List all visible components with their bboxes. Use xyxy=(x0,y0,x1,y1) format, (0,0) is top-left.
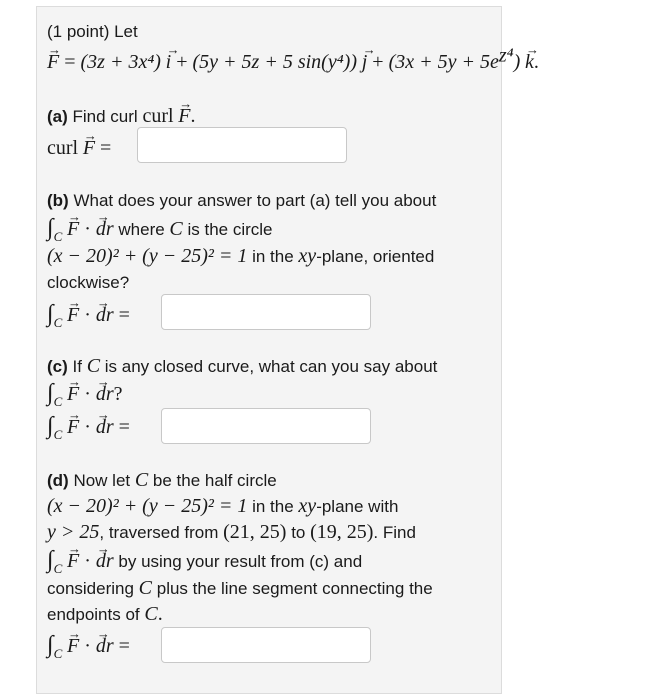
part-d-answer-label: $\int_C \to F$ · → dr = xyxy=(47,634,130,665)
part-b-answer-input[interactable] xyxy=(161,294,371,330)
part-b-prompt-line3: (x − 20)² + (y − 25)² = 1 in the xy-plane, oriented xyxy=(47,245,435,267)
part-d-prompt-line1: (d) Now let C be the half circle xyxy=(47,469,277,491)
part-c-prompt-line2: $\int_C \to F$ · → dr? xyxy=(47,382,123,413)
part-c-answer-input[interactable] xyxy=(161,408,371,444)
vector-field-definition: → F = (3z + 3x⁴) → i + (5y + 5z + 5 $\sin(y^4)) \to j + (3x + 5y + 5e^{z^4}) \to k$. xyxy=(47,51,539,74)
part-a-answer-label: curl → F = xyxy=(47,137,111,160)
part-b-prompt-line1: (b) What does your answer to part (a) tell you about xyxy=(47,191,437,210)
part-d-prompt-line6: endpoints of C. xyxy=(47,603,163,625)
points-label: (1 point) Let xyxy=(47,22,138,41)
part-a-answer-input[interactable] xyxy=(137,127,347,163)
part-d-prompt-line3: y > 25, traversed from (21, 25) to (19, 25). Find xyxy=(47,521,416,543)
part-b-prompt-line2: $\int_C \to F$ · → dr where C is the circle xyxy=(47,217,273,248)
problem-panel xyxy=(36,6,539,694)
part-b-prompt-line4: clockwise? xyxy=(47,273,130,292)
part-d-prompt-line2: (x − 20)² + (y − 25)² = 1 in the xy-plane with xyxy=(47,495,399,517)
part-b-answer-label: $\int_C \to F$ · → dr = xyxy=(47,303,130,334)
part-d-prompt-line5: considering C plus the line segment connecting the xyxy=(47,577,433,599)
part-a-prompt: (a) Find curl curl → F. xyxy=(47,105,195,128)
part-d-prompt-line4: $\int_C \to F$ · → dr by using your result from (c) and xyxy=(47,549,362,580)
part-d-answer-input[interactable] xyxy=(161,627,371,663)
part-c-prompt-line1: (c) If C is any closed curve, what can you say about xyxy=(47,355,438,377)
part-c-answer-label: $\int_C \to F$ · → dr = xyxy=(47,415,130,446)
